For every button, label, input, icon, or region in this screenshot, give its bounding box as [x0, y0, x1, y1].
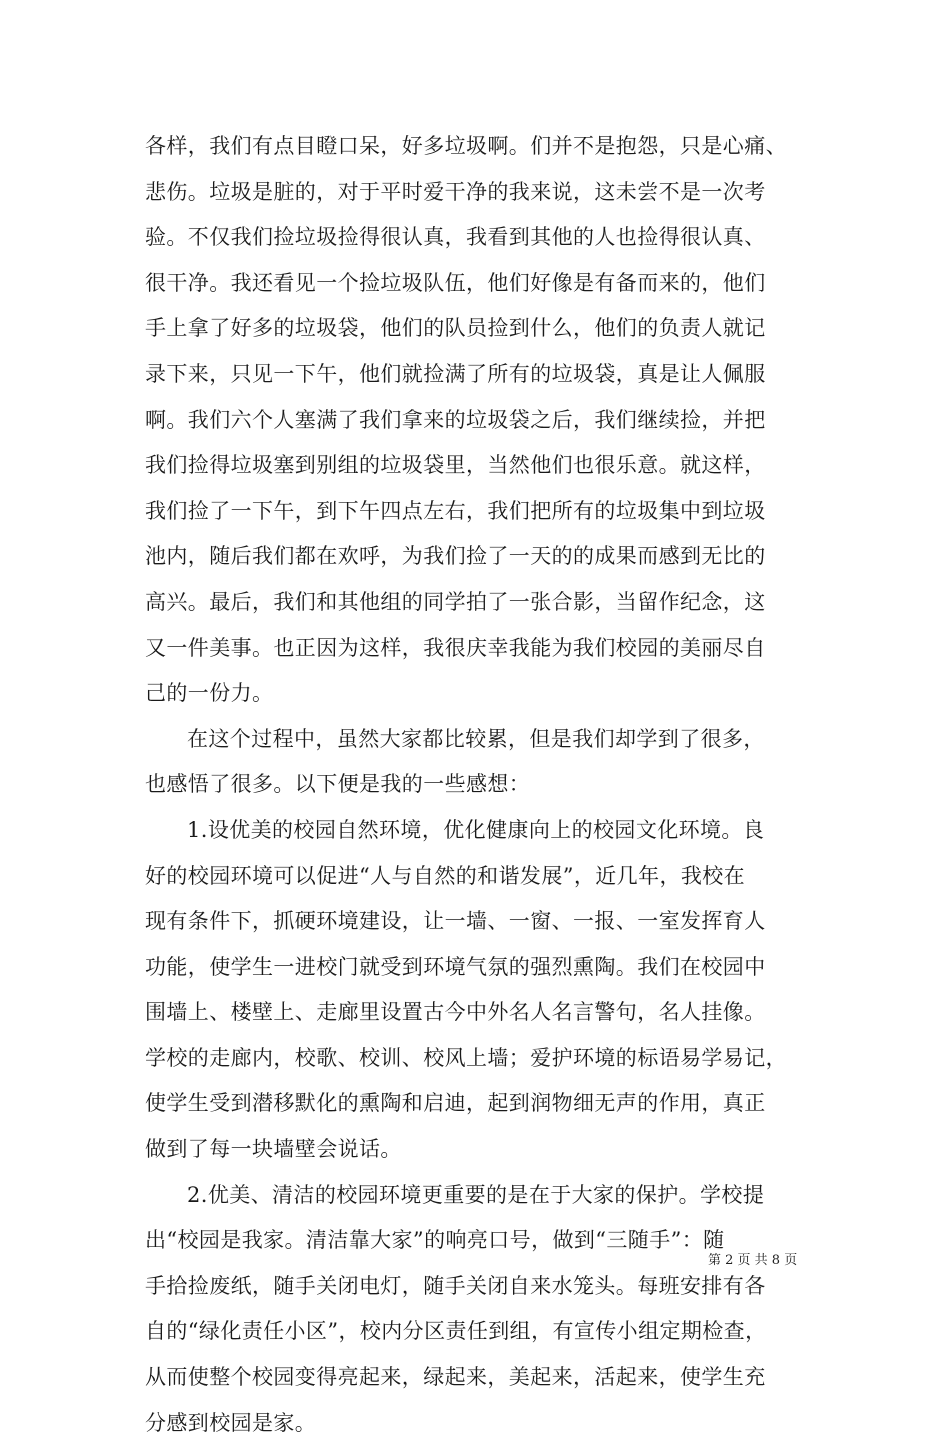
text-line: 2.优美、清洁的校园环境更重要的是在于大家的保护。学校提	[187, 1182, 765, 1207]
text-line: 围墙上、楼壁上、走廊里设置古今中外名人名言警句，名人挂像。	[145, 1000, 766, 1025]
text-line: 学校的走廊内，校歌、校训、校风上墙；爱护环境的标语易学易记，	[145, 1045, 787, 1070]
text-line: 录下来，只见一下午，他们就捡满了所有的垃圾袋，真是让人佩服	[145, 361, 766, 386]
document-body	[145, 124, 815, 1446]
page-number-footer: 第 2 页 共 8 页	[708, 1253, 798, 1268]
text-line: 又一件美事。也正因为这样，我很庆幸我能为我们校园的美丽尽自	[145, 635, 766, 660]
text-line: 验。不仅我们捡垃圾捡得很认真，我看到其他的人也捡得很认真、	[145, 225, 766, 250]
text-line: 也感悟了很多。以下便是我的一些感想：	[145, 772, 531, 797]
text-line: 好的校园环境可以促进“人与自然的和谐发展”，近几年，我校在	[145, 863, 746, 888]
text-line: 池内，随后我们都在欢呼，为我们捡了一天的的成果而感到无比的	[145, 544, 766, 569]
text-line: 啊。我们六个人塞满了我们拿来的垃圾袋之后，我们继续捡，并把	[145, 407, 766, 432]
text-line: 分感到校园是家。	[145, 1410, 317, 1435]
text-line: 悲伤。垃圾是脏的，对于平时爱干净的我来说，这未尝不是一次考	[145, 179, 766, 204]
text-line: 很干净。我还看见一个捡垃圾队伍，他们好像是有备而来的，他们	[145, 270, 766, 295]
text-line: 功能，使学生一进校门就受到环境气氛的强烈熏陶。我们在校园中	[145, 954, 766, 979]
paragraph-3	[145, 808, 815, 1173]
text-line: 手上拿了好多的垃圾袋，他们的队员捡到什么，他们的负责人就记	[145, 316, 766, 341]
text-line: 我们捡了一下午，到下午四点左右，我们把所有的垃圾集中到垃圾	[145, 498, 766, 523]
paragraph-2	[145, 717, 815, 808]
text-line: 我们捡得垃圾塞到别组的垃圾袋里，当然他们也很乐意。就这样，	[145, 453, 766, 478]
text-line: 在这个过程中，虽然大家都比较累，但是我们却学到了很多，	[187, 726, 765, 751]
text-line: 己的一份力。	[145, 681, 274, 706]
text-line: 出“校园是我家。清洁靠大家”的响亮口号，做到“三随手”：随	[145, 1228, 725, 1253]
paragraph-1	[145, 124, 815, 717]
paragraph-4	[145, 1173, 815, 1446]
text-line: 做到了每一块墙壁会说话。	[145, 1137, 402, 1162]
text-line: 1.设优美的校园自然环境，优化健康向上的校园文化环境。良	[187, 817, 765, 842]
text-line: 高兴。最后，我们和其他组的同学拍了一张合影，当留作纪念，这	[145, 589, 766, 614]
text-line: 使学生受到潜移默化的熏陶和启迪，起到润物细无声的作用，真正	[145, 1091, 766, 1116]
text-line: 各样，我们有点目瞪口呆，好多垃圾啊。们并不是抱怨，只是心痛、	[145, 134, 787, 158]
text-line: 现有条件下，抓硬环境建设，让一墙、一窗、一报、一室发挥育人	[145, 909, 766, 934]
text-line: 手拾捡废纸，随手关闭电灯，随手关闭自来水笼头。每班安排有各	[145, 1273, 766, 1298]
text-line: 从而使整个校园变得亮起来，绿起来，美起来，活起来，使学生充	[145, 1365, 766, 1390]
text-line: 自的“绿化责任小区”，校内分区责任到组，有宣传小组定期检查，	[145, 1319, 767, 1344]
